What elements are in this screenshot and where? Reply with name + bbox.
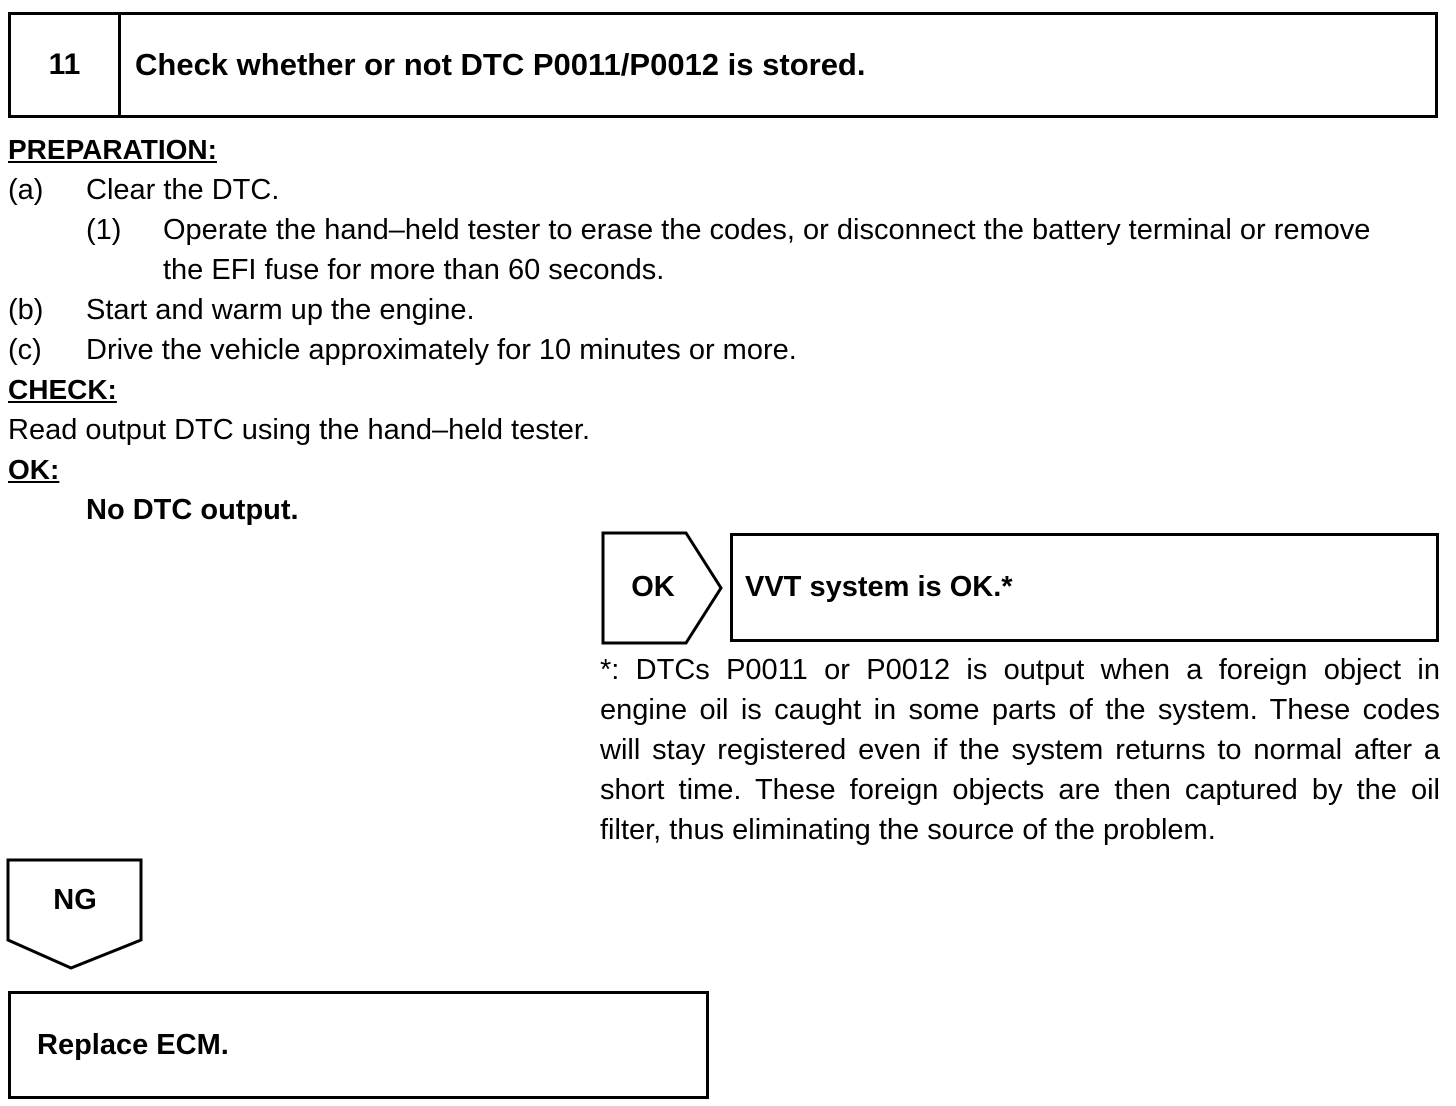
ng-branch-label: NG <box>53 883 97 916</box>
prep-item-b-text: Start and warm up the engine. <box>86 294 475 326</box>
prep-item-b-marker: (b) <box>8 294 44 326</box>
prep-item-a-marker: (a) <box>8 174 44 206</box>
ok-branch-label: OK <box>631 571 675 603</box>
ok-heading: OK: <box>8 454 60 485</box>
prep-subitem-1-marker: (1) <box>86 214 122 246</box>
prep-item-c-marker: (c) <box>8 334 42 366</box>
ng-result-box <box>8 991 709 1099</box>
step-title: Check whether or not DTC P0011/P0012 is stored. <box>135 47 866 82</box>
check-text: Read output DTC using the hand–held tester. <box>8 414 590 446</box>
step-number: 11 <box>11 15 121 115</box>
footnote-text: *: DTCs P0011 or P0012 is output when a foreign object in engine oil is caught in some parts of the system. These codes will stay registered even if the system returns to normal after a short time. These foreign objects are then captured by the oil filter, thus eliminating the source of the problem. <box>600 654 1440 846</box>
prep-item-a-text: Clear the DTC. <box>86 174 280 206</box>
ok-criteria-text: No DTC output. <box>86 494 299 526</box>
prep-item-c-text: Drive the vehicle approximately for 10 minutes or more. <box>86 334 797 366</box>
ok-result-text: VVT system is OK.* <box>745 571 1013 603</box>
ok-result-box <box>730 533 1439 642</box>
ng-result-text: Replace ECM. <box>37 1028 229 1061</box>
preparation-heading: PREPARATION: <box>8 134 217 165</box>
prep-subitem-1-line2: the EFI fuse for more than 60 seconds. <box>163 254 665 286</box>
check-heading: CHECK: <box>8 374 117 405</box>
step-header-box <box>8 12 1438 118</box>
prep-subitem-1-line1: Operate the hand–held tester to erase the codes, or disconnect the battery terminal or remove <box>163 214 1371 246</box>
